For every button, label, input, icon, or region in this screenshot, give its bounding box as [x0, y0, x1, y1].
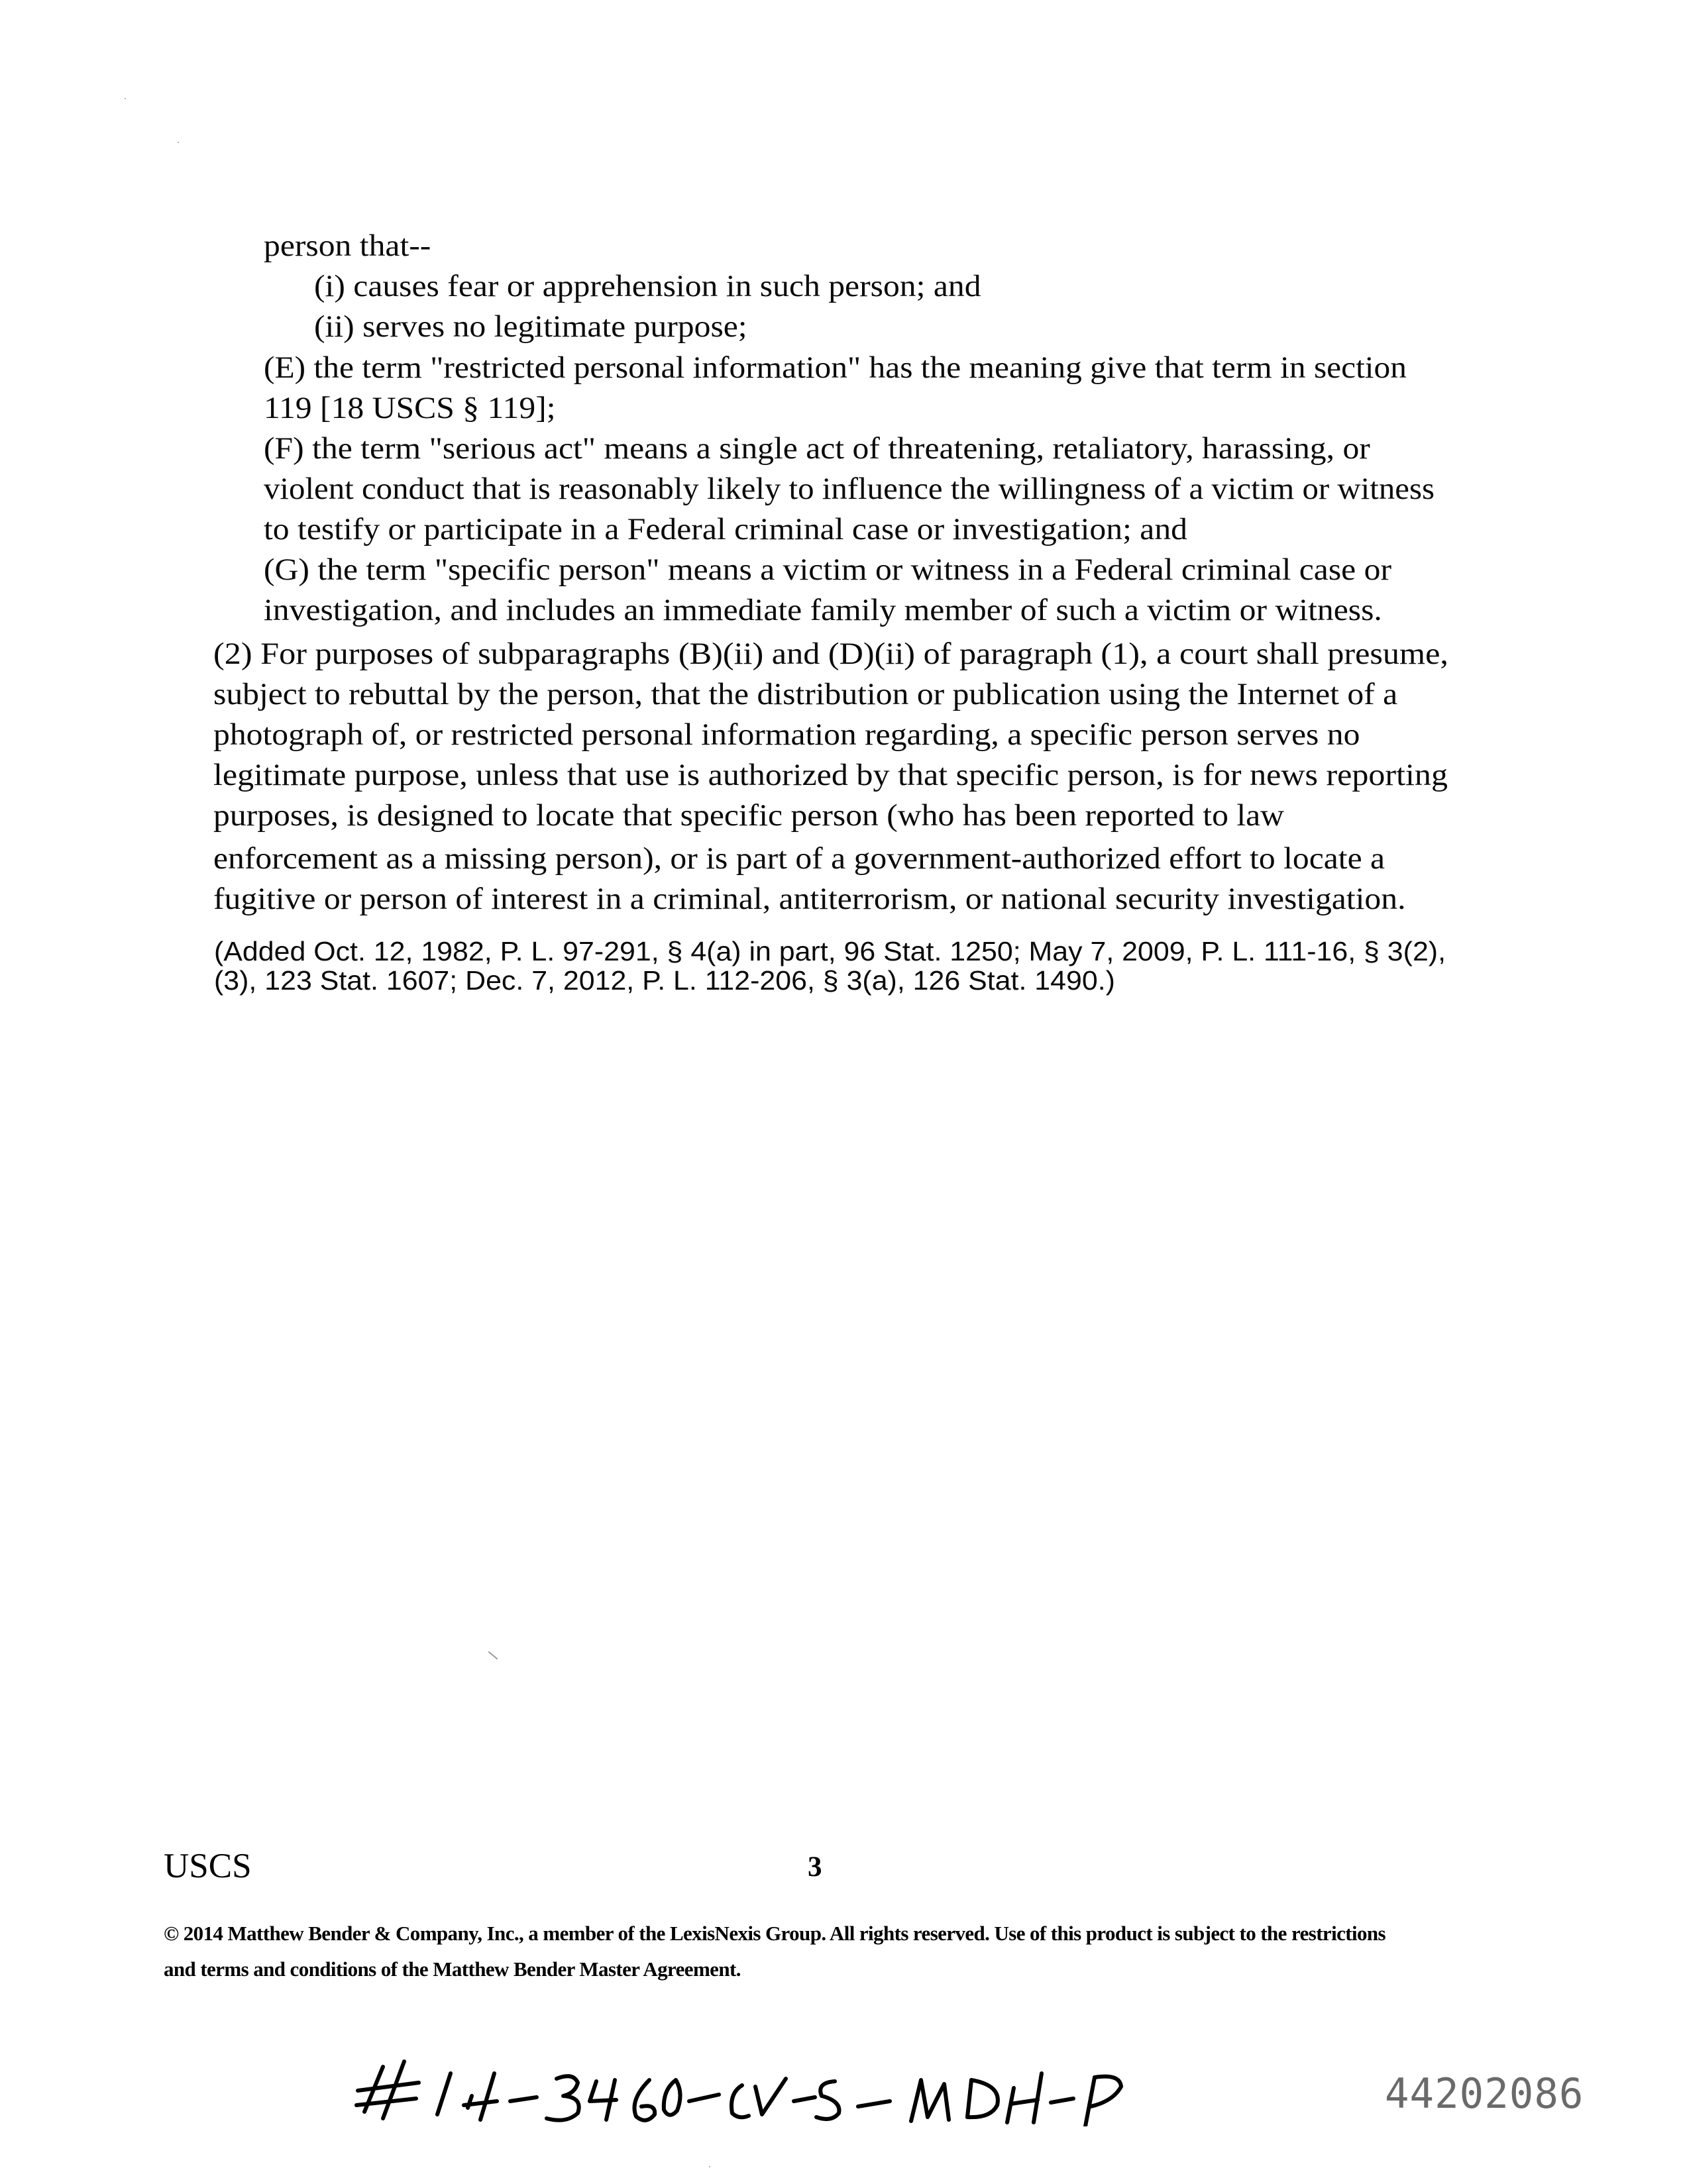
scan-speck	[488, 1651, 498, 1659]
body-line: (E) the term "restricted personal information" has the meaning give that term in section	[264, 350, 1407, 385]
body-line: fugitive or person of interest in a criminal, antiterrorism, or national security investigation.	[213, 882, 1406, 916]
body-line: violent conduct that is reasonably likely to influence the willingness of a victim or witness	[264, 472, 1435, 506]
body-line: (i) causes fear or apprehension in such person; and	[314, 269, 981, 303]
citation-line: (3), 123 Stat. 1607; Dec. 7, 2012, P. L. 112-206, § 3(a), 126 Stat. 1490.)	[214, 965, 1115, 996]
body-line: (ii) serves no legitimate purpose;	[314, 309, 747, 344]
body-line: person that--	[264, 229, 431, 263]
body-line: legitimate purpose, unless that use is authorized by that specific person, is for news reporting	[213, 758, 1448, 792]
body-line: subject to rebuttal by the person, that the distribution or publication using the Internet of a	[213, 677, 1398, 711]
copyright-line: and terms and conditions of the Matthew Bender Master Agreement.	[164, 1957, 741, 1981]
page-number: 3	[808, 1851, 822, 1883]
body-line: purposes, is designed to locate that specific person (who has been reported to law	[213, 798, 1285, 833]
body-line: enforcement as a missing person), or is part of a government-authorized effort to locate a	[213, 841, 1385, 876]
stamped-number: 44202086	[1385, 2069, 1584, 2118]
citation-line: (Added Oct. 12, 1982, P. L. 97-291, § 4(a) in part, 96 Stat. 1250; May 7, 2009, P. L. 111-16, § 3(2),	[214, 936, 1446, 966]
footer-source-label: USCS	[164, 1847, 252, 1885]
body-line: photograph of, or restricted personal information regarding, a specific person serves no	[213, 717, 1360, 752]
scan-speck	[709, 2166, 710, 2167]
scan-speck	[125, 98, 126, 99]
body-line: (F) the term "serious act" means a single act of threatening, retaliatory, harassing, or	[264, 431, 1370, 466]
body-line: investigation, and includes an immediate family member of such a victim or witness.	[264, 593, 1382, 627]
body-line: (G) the term "specific person" means a victim or witness in a Federal criminal case or	[264, 552, 1391, 587]
copyright-line: © 2014 Matthew Bender & Company, Inc., a member of the LexisNexis Group. All rights reserved. Use of this product is subject to the restrictions	[164, 1922, 1386, 1945]
handwritten-case-number	[345, 2054, 1126, 2126]
body-line: to testify or participate in a Federal criminal case or investigation; and	[264, 512, 1187, 546]
scan-speck	[178, 142, 179, 143]
handwritten-case-number-text	[345, 2063, 1151, 2122]
body-line: (2) For purposes of subparagraphs (B)(ii) and (D)(ii) of paragraph (1), a court shall presume,	[213, 637, 1448, 671]
body-line: 119 [18 USCS § 119];	[264, 391, 556, 425]
